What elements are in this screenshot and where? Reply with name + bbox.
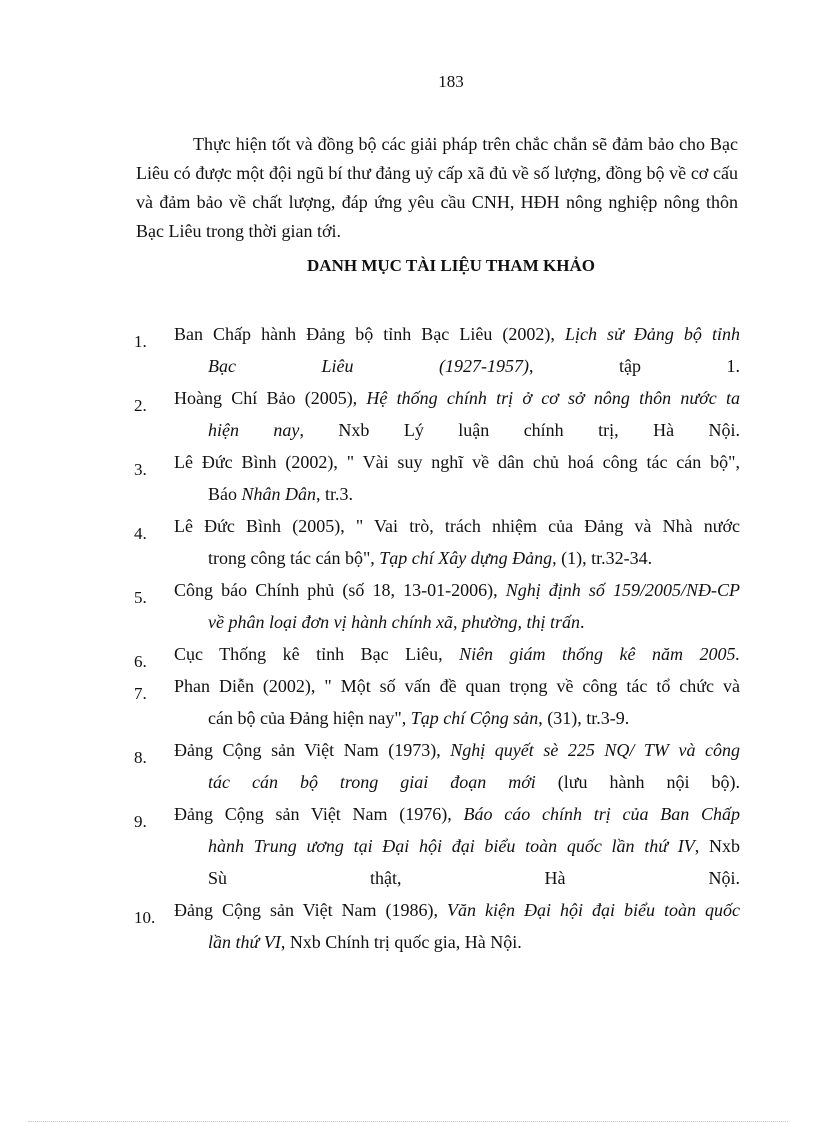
reference-number: 7. — [134, 684, 147, 703]
reference-list — [134, 318, 740, 958]
reference-number: 5. — [134, 588, 147, 607]
reference-item-2: 2. Hoàng Chí Bảo (2005), Hệ thống chính trị ở cơ sở nông thôn nước ta hiện nay, Nxb Lý luận chính trị, Hà Nội. — [134, 388, 740, 440]
reference-item-8: 8. Đảng Cộng sản Việt Nam (1973), Nghị quyết sè 225 NQ/ TW và công tác cán bộ trong giai đoạn mới (lưu hành nội bộ). — [134, 740, 740, 792]
reference-number: 10. — [134, 908, 156, 927]
page-number: 183 — [438, 72, 464, 91]
reference-title: về phân loại đơn vị hành chính xã, phường, thị trấn — [208, 612, 580, 632]
reference-item-6: 6. Cục Thống kê tỉnh Bạc Liêu, Niên giám thống kê năm 2005. — [134, 638, 740, 670]
reference-title: Hệ thống chính trị ở cơ sở nông thôn nước ta — [366, 388, 740, 408]
reference-title: Nghị quyết sè 225 NQ/ TW và công — [450, 740, 740, 760]
reference-number: 3. — [134, 460, 147, 479]
reference-title: Bạc Liêu (1927-1957) — [208, 356, 529, 376]
reference-item-1: 1. Ban Chấp hành Đảng bộ tỉnh Bạc Liêu (2002), Lịch sử Đảng bộ tỉnh Bạc Liêu (1927-1957), tập 1. — [134, 324, 740, 376]
reference-title: lần thứ VI — [208, 932, 281, 952]
references-title: DANH MỤC TÀI LIỆU THAM KHẢO — [307, 256, 595, 275]
reference-number: 4. — [134, 524, 147, 543]
reference-item-5: 5. Công báo Chính phủ (số 18, 13-01-2006), Nghị định số 159/2005/NĐ-CP về phân loại đơn vị hành chính xã, phường, thị trấn. — [134, 580, 741, 632]
reference-title: Tạp chí Cộng sản — [410, 708, 539, 728]
page-bottom-divider — [28, 1121, 788, 1122]
reference-item-10: 10. Đảng Cộng sản Việt Nam (1986), Văn kiện Đại hội đại biểu toàn quốc lần thứ VI, Nxb Chính trị quốc gia, Hà Nội. — [134, 900, 740, 952]
reference-number: 8. — [134, 748, 147, 767]
reference-title: Báo cáo chính trị của Ban Chấp — [463, 804, 740, 824]
reference-item-3: 3. Lê Đức Bình (2002), " Vài suy nghĩ về dân chủ hoá công tác cán bộ", Báo Nhân Dân, tr.3. — [134, 452, 740, 504]
reference-number: 1. — [134, 332, 147, 351]
reference-title: hành Trung ương tại Đại hội đại biểu toàn quốc lần thứ IV — [208, 836, 695, 856]
reference-title: Văn kiện Đại hội đại biểu toàn quốc — [447, 900, 740, 920]
reference-title: Niên giám thống kê năm 2005. — [459, 644, 740, 664]
reference-title: Nghị định số 159/2005/NĐ-CP — [505, 580, 741, 600]
reference-item-4: 4. Lê Đức Bình (2005), " Vai trò, trách nhiệm của Đảng và Nhà nước trong công tác cán bộ", Tạp chí Xây dựng Đảng, (1), tr.32-34. — [134, 516, 740, 568]
reference-number: 2. — [134, 396, 147, 415]
reference-number: 6. — [134, 652, 147, 671]
reference-number: 9. — [134, 812, 147, 831]
reference-title: Nhân Dân — [241, 484, 317, 504]
reference-item-9: 9. Đảng Cộng sản Việt Nam (1976), Báo cáo chính trị của Ban Chấp hành Trung ương tại Đại hội đại biểu toàn quốc lần thứ IV, Nxb Sù thật, Hà Nội. — [134, 804, 740, 888]
reference-title: Lịch sử Đảng bộ tỉnh — [564, 324, 740, 344]
intro-paragraph: Thực hiện tốt và đồng bộ các giải pháp trên chắc chắn sẽ đảm bảo cho Bạc Liêu có được một đội ngũ bí thư đảng uỷ cấp xã đủ về số lượng, đồng bộ về cơ cấu và đảm bảo về chất lượng, đáp ứng yêu cầu CNH, HĐH nông nghiệp nông thôn Bạc Liêu trong thời gian tới. — [136, 134, 738, 241]
reference-title: Tạp chí Xây dựng Đảng — [379, 548, 553, 568]
reference-title: hiện nay — [208, 420, 300, 440]
reference-item-7: 7. Phan Diễn (2002), " Một số vấn đề quan trọng về công tác tổ chức và cán bộ của Đảng hiện nay", Tạp chí Cộng sản, (31), tr.3-9. — [134, 676, 740, 728]
reference-title: tác cán bộ trong giai đoạn mới — [208, 772, 536, 792]
